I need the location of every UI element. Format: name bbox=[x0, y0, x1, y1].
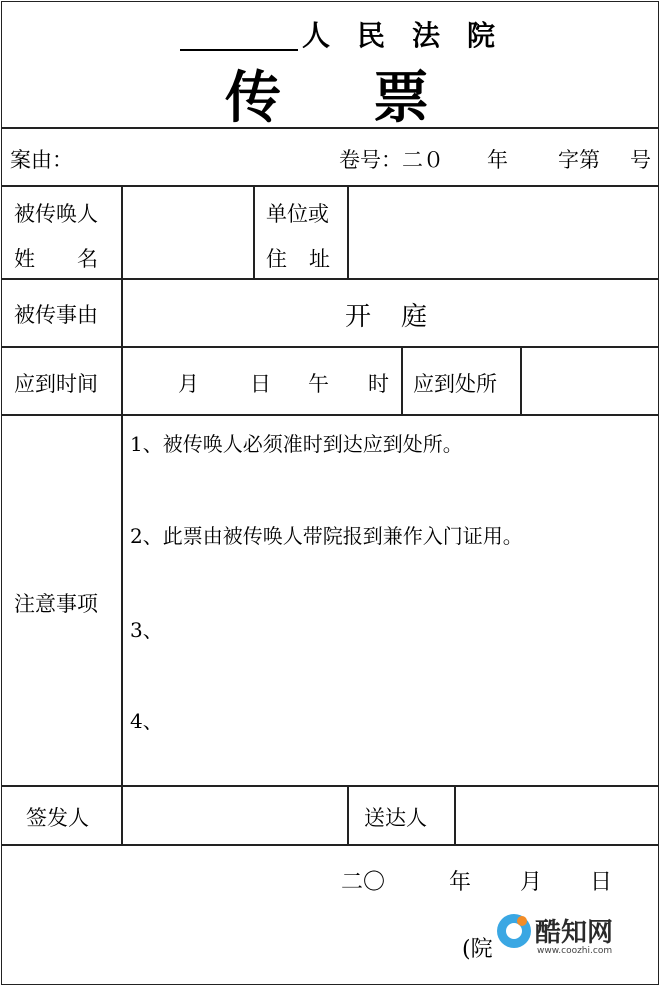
case-cause-label: 案由： bbox=[10, 148, 73, 172]
rule-below-summoned bbox=[1, 278, 659, 280]
server-label: 送达人 bbox=[364, 806, 427, 830]
summoned-person-label-1: 被传唤人 bbox=[14, 202, 98, 226]
summon-matter-value: 开庭 bbox=[345, 302, 458, 332]
coozhi-watermark bbox=[497, 908, 617, 964]
due-time-month: 月 bbox=[178, 372, 199, 396]
rule-below-sign bbox=[1, 844, 659, 846]
rule-below-time bbox=[1, 414, 659, 416]
issuer-label: 签发人 bbox=[26, 806, 89, 830]
page-title: 传票 bbox=[225, 66, 521, 131]
notes-item-1: 1、被传唤人必须准时到达应到处所。 bbox=[130, 432, 463, 456]
col-divider-place-label-left bbox=[401, 346, 403, 414]
notes-item-4: 4、 bbox=[130, 709, 163, 733]
issue-date-month: 月 bbox=[520, 870, 543, 895]
court-suffix: 人民法院 bbox=[302, 19, 523, 52]
due-time-label: 应到时间 bbox=[14, 372, 98, 396]
issue-date-day: 日 bbox=[590, 870, 613, 895]
address-label-1: 单位或 bbox=[266, 202, 329, 226]
col-divider-server-label-left bbox=[347, 785, 349, 844]
due-place-label: 应到处所 bbox=[413, 372, 497, 396]
rule-below-case-row bbox=[1, 185, 659, 187]
notes-item-3: 3、 bbox=[130, 618, 163, 642]
summon-matter-label: 被传事由 bbox=[14, 303, 98, 327]
col-divider-server-label-right bbox=[454, 785, 456, 844]
volume-year-label: 年 bbox=[487, 148, 508, 172]
due-time-noon: 午 bbox=[308, 372, 329, 396]
col-divider-address-label-left bbox=[253, 185, 255, 278]
notes-item-2: 2、此票由被传唤人带院报到兼作入门证用。 bbox=[130, 524, 523, 548]
court-name-blank[interactable] bbox=[180, 21, 298, 51]
number-label: 号 bbox=[630, 148, 651, 172]
summoned-person-label-2: 姓名 bbox=[14, 247, 140, 271]
due-time-hour: 时 bbox=[368, 372, 389, 396]
issue-date-year: 年 bbox=[449, 870, 472, 895]
notes-label: 注意事项 bbox=[14, 592, 98, 616]
issue-date-year-prefix: 二〇 bbox=[341, 870, 386, 895]
address-label-2: 住址 bbox=[266, 247, 352, 271]
court-name-line bbox=[180, 14, 522, 54]
due-time-day: 日 bbox=[250, 372, 271, 396]
word-no-label: 字第 bbox=[558, 148, 600, 172]
coozhi-logo-icon bbox=[497, 914, 531, 948]
volume-label: 卷号：二０ bbox=[339, 148, 444, 172]
watermark-url: www.coozhi.com bbox=[537, 946, 613, 956]
court-seal-text: (院 bbox=[462, 937, 493, 962]
watermark-brand: 酷知网 bbox=[535, 918, 614, 948]
rule-below-notes bbox=[1, 785, 659, 787]
col-divider-label bbox=[121, 185, 123, 844]
rule-below-matter bbox=[1, 346, 659, 348]
col-divider-place-label-right bbox=[520, 346, 522, 414]
